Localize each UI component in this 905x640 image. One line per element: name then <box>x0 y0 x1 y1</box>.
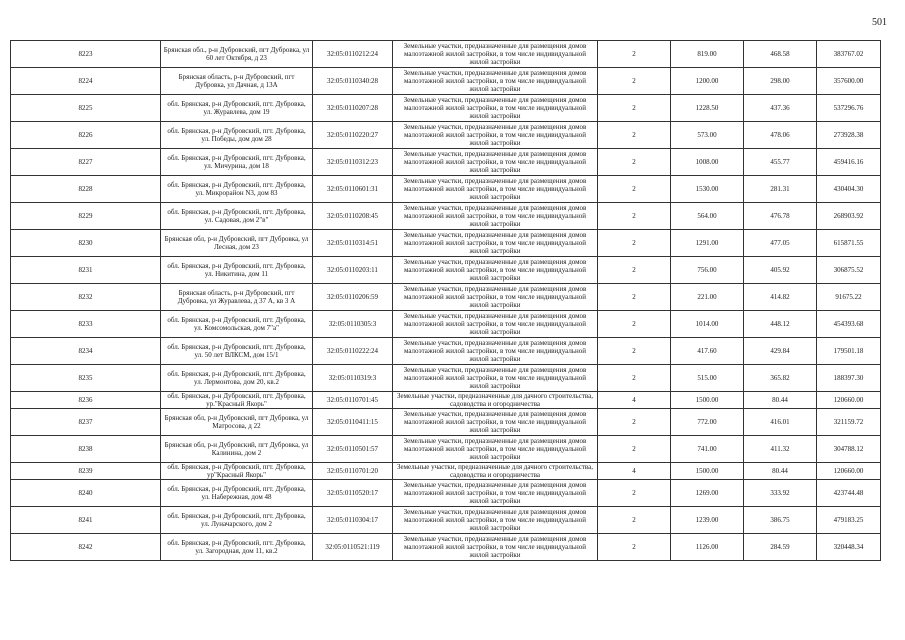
cadastral-value-cell: 357600.00 <box>817 68 881 95</box>
row-number: 8230 <box>11 230 161 257</box>
land-use-description-cell: Земельные участки, предназначенные для размещения домов малоэтажной жилой застройки, в том числе индивидуальной жилой застройки <box>393 95 598 122</box>
specific-value-cell: 386.75 <box>744 507 817 534</box>
category-cell: 2 <box>598 534 671 561</box>
specific-value-cell: 333.92 <box>744 480 817 507</box>
address-cell: обл. Брянская, р-н Дубровский, пгт. Дубровка, ул. Комсомольская, дом 7"а" <box>161 311 313 338</box>
cadastral-number-cell: 32:05:0110220:27 <box>313 122 393 149</box>
specific-value-cell: 298.00 <box>744 68 817 95</box>
cadastral-value-cell: 430404.30 <box>817 176 881 203</box>
specific-value-cell: 284.59 <box>744 534 817 561</box>
row-number: 8229 <box>11 203 161 230</box>
category-cell: 2 <box>598 257 671 284</box>
area-cell: 515.00 <box>671 365 744 392</box>
category-cell: 2 <box>598 507 671 534</box>
address-cell: обл. Брянская, р-н Дубровский, пгт. Дубровка, ул. Лермонтова, дом 20, кв.2 <box>161 365 313 392</box>
address-cell: обл. Брянская, р-н Дубровский, пгт. Дубровка, ул. Победы, дом дом 28 <box>161 122 313 149</box>
row-number: 8224 <box>11 68 161 95</box>
cadastral-value-cell: 304788.12 <box>817 436 881 463</box>
table-row <box>11 392 881 409</box>
area-cell: 573.00 <box>671 122 744 149</box>
cadastral-number-cell: 32:05:0110501:57 <box>313 436 393 463</box>
address-cell: обл. Брянская, р-н Дубровский, пгт. Дубровка, ул. Журавлева, дом 19 <box>161 95 313 122</box>
table-row <box>11 230 881 257</box>
area-cell: 1530.00 <box>671 176 744 203</box>
table-row <box>11 365 881 392</box>
row-number: 8236 <box>11 392 161 409</box>
cadastral-number-cell: 32:05:0110601:31 <box>313 176 393 203</box>
land-use-description-cell: Земельные участки, предназначенные для размещения домов малоэтажной жилой застройки, в том числе индивидуальной жилой застройки <box>393 41 598 68</box>
cadastral-number-cell: 32:05:0110212:24 <box>313 41 393 68</box>
row-number: 8225 <box>11 95 161 122</box>
address-cell: обл. Брянская, р-н Дубровский, пгт. Дубровка, ул. 50 лет ВЛКСМ, дом 15/1 <box>161 338 313 365</box>
row-number: 8233 <box>11 311 161 338</box>
cadastral-value-cell: 91675.22 <box>817 284 881 311</box>
area-cell: 1291.00 <box>671 230 744 257</box>
cadastral-value-cell: 479183.25 <box>817 507 881 534</box>
cadastral-number-cell: 32:05:0110222:24 <box>313 338 393 365</box>
cadastral-number-cell: 32:05:0110319:3 <box>313 365 393 392</box>
table-row <box>11 480 881 507</box>
cadastral-number-cell: 32:05:0110208:45 <box>313 203 393 230</box>
cadastral-value-cell: 179501.18 <box>817 338 881 365</box>
address-cell: обл. Брянская, р-н Дубровский, пгт. Дубровка, ул. Загородная, дом 11, кв.2 <box>161 534 313 561</box>
land-use-description-cell: Земельные участки, предназначенные для размещения домов малоэтажной жилой застройки, в том числе индивидуальной жилой застройки <box>393 122 598 149</box>
category-cell: 2 <box>598 149 671 176</box>
land-use-description-cell: Земельные участки, предназначенные для размещения домов малоэтажной жилой застройки, в том числе индивидуальной жилой застройки <box>393 365 598 392</box>
cadastral-value-cell: 120660.00 <box>817 463 881 480</box>
area-cell: 1200.00 <box>671 68 744 95</box>
specific-value-cell: 405.92 <box>744 257 817 284</box>
row-number: 8237 <box>11 409 161 436</box>
cadastral-number-cell: 32:05:0110207:28 <box>313 95 393 122</box>
category-cell: 2 <box>598 284 671 311</box>
specific-value-cell: 455.77 <box>744 149 817 176</box>
row-number: 8239 <box>11 463 161 480</box>
category-cell: 2 <box>598 68 671 95</box>
category-cell: 4 <box>598 463 671 480</box>
area-cell: 772.00 <box>671 409 744 436</box>
table-row <box>11 149 881 176</box>
table-row <box>11 534 881 561</box>
cadastral-number-cell: 32:05:0110340:28 <box>313 68 393 95</box>
land-use-description-cell: Земельные участки, предназначенные для дачного строительства, садоводства и огородничества <box>393 463 598 480</box>
address-cell: обл. Брянская, р-н Дубровский, пгт. Дубровка, ул. Мичурина, дом 18 <box>161 149 313 176</box>
specific-value-cell: 281.31 <box>744 176 817 203</box>
land-use-description-cell: Земельные участки, предназначенные для размещения домов малоэтажной жилой застройки, в том числе индивидуальной жилой застройки <box>393 176 598 203</box>
category-cell: 2 <box>598 95 671 122</box>
land-registry-table <box>10 40 881 561</box>
area-cell: 1014.00 <box>671 311 744 338</box>
category-cell: 2 <box>598 41 671 68</box>
cadastral-number-cell: 32:05:0110203:11 <box>313 257 393 284</box>
specific-value-cell: 414.82 <box>744 284 817 311</box>
cadastral-value-cell: 537296.76 <box>817 95 881 122</box>
specific-value-cell: 476.78 <box>744 203 817 230</box>
cadastral-number-cell: 32:05:0110701:20 <box>313 463 393 480</box>
area-cell: 417.60 <box>671 338 744 365</box>
cadastral-number-cell: 32:05:0110305:3 <box>313 311 393 338</box>
row-number: 8227 <box>11 149 161 176</box>
cadastral-value-cell: 454393.68 <box>817 311 881 338</box>
specific-value-cell: 80.44 <box>744 392 817 409</box>
land-use-description-cell: Земельные участки, предназначенные для размещения домов малоэтажной жилой застройки, в том числе индивидуальной жилой застройки <box>393 311 598 338</box>
cadastral-value-cell: 321159.72 <box>817 409 881 436</box>
area-cell: 756.00 <box>671 257 744 284</box>
row-number: 8240 <box>11 480 161 507</box>
category-cell: 2 <box>598 203 671 230</box>
cadastral-value-cell: 273928.38 <box>817 122 881 149</box>
table-row <box>11 311 881 338</box>
row-number: 8242 <box>11 534 161 561</box>
row-number: 8228 <box>11 176 161 203</box>
area-cell: 221.00 <box>671 284 744 311</box>
land-use-description-cell: Земельные участки, предназначенные для размещения домов малоэтажной жилой застройки, в том числе индивидуальной жилой застройки <box>393 507 598 534</box>
row-number: 8231 <box>11 257 161 284</box>
area-cell: 741.00 <box>671 436 744 463</box>
area-cell: 1008.00 <box>671 149 744 176</box>
category-cell: 2 <box>598 365 671 392</box>
row-number: 8234 <box>11 338 161 365</box>
area-cell: 819.00 <box>671 41 744 68</box>
cadastral-value-cell: 120660.00 <box>817 392 881 409</box>
table-row <box>11 257 881 284</box>
address-cell: обл. Брянская, р-н Дубровский, пгт. Дубровка, ур."Красный Якорь" <box>161 392 313 409</box>
specific-value-cell: 437.36 <box>744 95 817 122</box>
land-use-description-cell: Земельные участки, предназначенные для размещения домов малоэтажной жилой застройки, в том числе индивидуальной жилой застройки <box>393 534 598 561</box>
cadastral-number-cell: 32:05:0110701:45 <box>313 392 393 409</box>
cadastral-number-cell: 32:05:0110304:17 <box>313 507 393 534</box>
table-row <box>11 409 881 436</box>
table-row <box>11 176 881 203</box>
cadastral-value-cell: 383767.02 <box>817 41 881 68</box>
address-cell: обл. Брянская, р-н Дубровский, пгт. Дубровка, ул. Луначарского, дом 2 <box>161 507 313 534</box>
category-cell: 2 <box>598 480 671 507</box>
cadastral-value-cell: 306875.52 <box>817 257 881 284</box>
category-cell: 2 <box>598 338 671 365</box>
row-number: 8226 <box>11 122 161 149</box>
table-row <box>11 68 881 95</box>
category-cell: 2 <box>598 311 671 338</box>
cadastral-value-cell: 423744.48 <box>817 480 881 507</box>
cadastral-number-cell: 32:05:0110521:119 <box>313 534 393 561</box>
specific-value-cell: 365.82 <box>744 365 817 392</box>
specific-value-cell: 411.32 <box>744 436 817 463</box>
area-cell: 1269.00 <box>671 480 744 507</box>
cadastral-value-cell: 320448.34 <box>817 534 881 561</box>
specific-value-cell: 448.12 <box>744 311 817 338</box>
area-cell: 1500.00 <box>671 392 744 409</box>
address-cell: Брянская область, р-н Дубровский, пгт Дубровка, ул Журавлева, д 37 А, кв 3 А <box>161 284 313 311</box>
cadastral-number-cell: 32:05:0110411:15 <box>313 409 393 436</box>
address-cell: Брянская обл, р-н Дубровский, пгт Дубровка, ул Матросова, д 22 <box>161 409 313 436</box>
category-cell: 2 <box>598 122 671 149</box>
land-use-description-cell: Земельные участки, предназначенные для размещения домов малоэтажной жилой застройки, в том числе индивидуальной жилой застройки <box>393 68 598 95</box>
cadastral-number-cell: 32:05:0110312:23 <box>313 149 393 176</box>
specific-value-cell: 477.05 <box>744 230 817 257</box>
table-row <box>11 122 881 149</box>
cadastral-value-cell: 188397.30 <box>817 365 881 392</box>
category-cell: 2 <box>598 436 671 463</box>
cadastral-value-cell: 268903.92 <box>817 203 881 230</box>
address-cell: обл. Брянская, р-н Дубровский, пгт. Дубровка, ул. Набережная, дом 48 <box>161 480 313 507</box>
area-cell: 1228.50 <box>671 95 744 122</box>
table-row <box>11 203 881 230</box>
address-cell: Брянская обл, р-н Дубровский, пгт Дубровка, ул Лесная, дом 23 <box>161 230 313 257</box>
category-cell: 4 <box>598 392 671 409</box>
row-number: 8241 <box>11 507 161 534</box>
land-use-description-cell: Земельные участки, предназначенные для размещения домов малоэтажной жилой застройки, в том числе индивидуальной жилой застройки <box>393 338 598 365</box>
specific-value-cell: 478.06 <box>744 122 817 149</box>
table-row <box>11 41 881 68</box>
specific-value-cell: 429.84 <box>744 338 817 365</box>
table-row <box>11 338 881 365</box>
land-use-description-cell: Земельные участки, предназначенные для размещения домов малоэтажной жилой застройки, в том числе индивидуальной жилой застройки <box>393 436 598 463</box>
land-use-description-cell: Земельные участки, предназначенные для дачного строительства, садоводства и огородничества <box>393 392 598 409</box>
category-cell: 2 <box>598 176 671 203</box>
address-cell: обл. Брянская, р-н Дубровский, пгт. Дубровка, ул. Микрорайон N3, дом 83 <box>161 176 313 203</box>
land-use-description-cell: Земельные участки, предназначенные для размещения домов малоэтажной жилой застройки, в том числе индивидуальной жилой застройки <box>393 284 598 311</box>
address-cell: обл. Брянская, р-н Дубровский, пгт. Дубровка, ур"Красный Якорь" <box>161 463 313 480</box>
cadastral-number-cell: 32:05:0110520:17 <box>313 480 393 507</box>
area-cell: 564.00 <box>671 203 744 230</box>
row-number: 8238 <box>11 436 161 463</box>
page-number: 501 <box>872 17 887 28</box>
address-cell: обл. Брянская, р-н Дубровский, пгт. Дубровка, ул. Никитина, дом 11 <box>161 257 313 284</box>
table-row <box>11 507 881 534</box>
specific-value-cell: 416.01 <box>744 409 817 436</box>
land-use-description-cell: Земельные участки, предназначенные для размещения домов малоэтажной жилой застройки, в том числе индивидуальной жилой застройки <box>393 149 598 176</box>
land-use-description-cell: Земельные участки, предназначенные для размещения домов малоэтажной жилой застройки, в том числе индивидуальной жилой застройки <box>393 409 598 436</box>
row-number: 8235 <box>11 365 161 392</box>
land-use-description-cell: Земельные участки, предназначенные для размещения домов малоэтажной жилой застройки, в том числе индивидуальной жилой застройки <box>393 257 598 284</box>
category-cell: 2 <box>598 409 671 436</box>
category-cell: 2 <box>598 230 671 257</box>
table-row <box>11 284 881 311</box>
area-cell: 1126.00 <box>671 534 744 561</box>
table-row <box>11 436 881 463</box>
area-cell: 1500.00 <box>671 463 744 480</box>
land-use-description-cell: Земельные участки, предназначенные для размещения домов малоэтажной жилой застройки, в том числе индивидуальной жилой застройки <box>393 230 598 257</box>
address-cell: Брянская область, р-н Дубровский, пгт Дубровка, ул Дачная, д 13А <box>161 68 313 95</box>
address-cell: Брянская обл, р-н Дубровский, пгт Дубровка, ул Калинина, дом 2 <box>161 436 313 463</box>
cadastral-number-cell: 32:05:0110314:51 <box>313 230 393 257</box>
land-use-description-cell: Земельные участки, предназначенные для размещения домов малоэтажной жилой застройки, в том числе индивидуальной жилой застройки <box>393 480 598 507</box>
row-number: 8232 <box>11 284 161 311</box>
specific-value-cell: 80.44 <box>744 463 817 480</box>
table-row <box>11 463 881 480</box>
area-cell: 1239.00 <box>671 507 744 534</box>
cadastral-value-cell: 615871.55 <box>817 230 881 257</box>
table-body <box>11 41 881 561</box>
table-row <box>11 95 881 122</box>
row-number: 8223 <box>11 41 161 68</box>
address-cell: Брянская обл., р-н Дубровский, пгт Дубровка, ул 60 лет Октября, д 23 <box>161 41 313 68</box>
specific-value-cell: 468.58 <box>744 41 817 68</box>
land-use-description-cell: Земельные участки, предназначенные для размещения домов малоэтажной жилой застройки, в том числе индивидуальной жилой застройки <box>393 203 598 230</box>
cadastral-number-cell: 32:05:0110206:59 <box>313 284 393 311</box>
cadastral-value-cell: 459416.16 <box>817 149 881 176</box>
address-cell: обл. Брянская, р-н Дубровский, пгт. Дубровка, ул. Садовая, дом 2"в" <box>161 203 313 230</box>
